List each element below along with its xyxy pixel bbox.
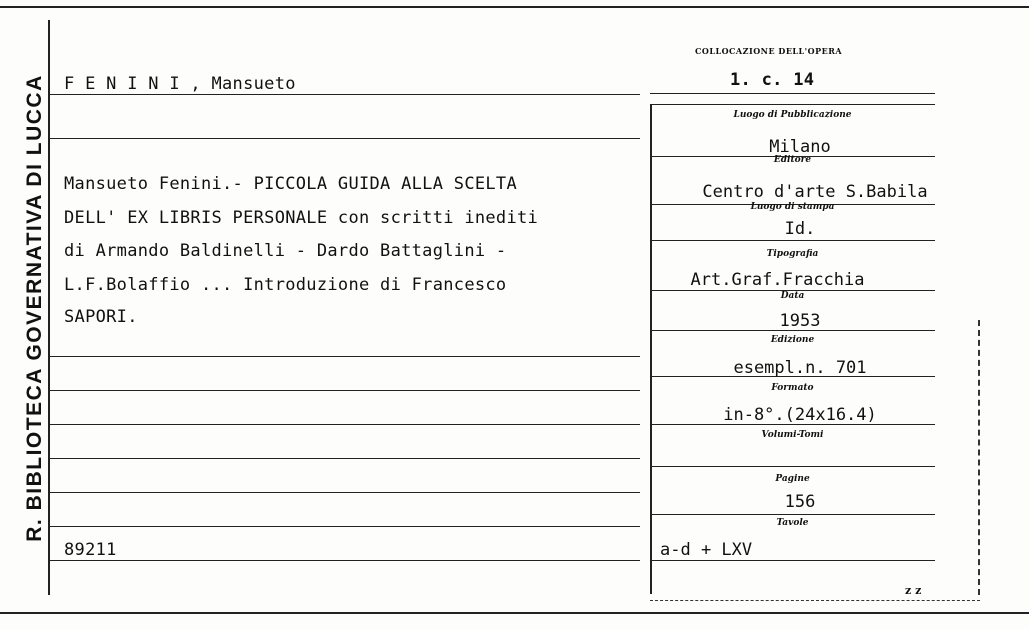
rule-line: [50, 560, 640, 561]
bottom-border: [0, 612, 1029, 614]
field-label: Volumi-Tomi: [761, 430, 824, 440]
rule-line: [50, 390, 640, 391]
inventory-number: 89211: [64, 540, 117, 560]
field-line: [650, 514, 935, 515]
author-heading: F E N I N I , Mansueto: [64, 74, 296, 94]
field-label: Pagine: [775, 474, 810, 484]
field-label: Tavole: [776, 518, 809, 528]
field-box-right-border: [978, 320, 980, 595]
field-label: Formato: [771, 383, 814, 393]
field-value: Id.: [784, 219, 816, 239]
field-label: Luogo di Pubblicazione: [733, 110, 852, 120]
title-line: Mansueto Fenini.- PICCOLA GUIDA ALLA SCELTA: [64, 174, 517, 194]
field-value: in-8°.(24x16.4): [723, 405, 877, 425]
title-line: di Armando Baldinelli - Dardo Battaglini -: [64, 241, 507, 261]
field-value: Centro d'arte S.Babila: [702, 182, 928, 202]
footer-line: [650, 600, 980, 601]
field-value: 156: [784, 492, 816, 512]
field-value: Milano: [769, 137, 831, 157]
collocation-label: COLLOCAZIONE DELL'OPERA: [695, 46, 843, 56]
rule-line: [50, 356, 640, 357]
field-line: [650, 466, 935, 467]
title-line: DELL' EX LIBRIS PERSONALE con scritti inediti: [64, 208, 539, 228]
field-value: 1953: [779, 311, 821, 331]
top-border: [0, 6, 1029, 8]
field-value: esempl.n. 701: [733, 358, 867, 378]
rule-line: [50, 458, 640, 459]
field-label: Edizione: [770, 335, 815, 345]
field-line: [650, 240, 935, 241]
rule-line: [50, 138, 640, 139]
field-box-top: [650, 104, 935, 105]
collocation-line: [650, 93, 935, 94]
field-label: Luogo di stampa: [750, 202, 835, 212]
rule-line: [50, 492, 640, 493]
field-line: [650, 560, 935, 561]
field-label: Editore: [773, 155, 812, 165]
footer-mark: z z: [905, 584, 922, 597]
rule-line: [50, 424, 640, 425]
collocation-value: 1. c. 14: [730, 70, 815, 90]
field-label: Tipografia: [766, 249, 819, 259]
field-value: Art.Graf.Fracchia: [690, 270, 865, 290]
rule-line: [50, 526, 640, 527]
institution-label: R. BIBLIOTECA GOVERNATIVA DI LUCCA: [23, 74, 46, 542]
title-line: SAPORI.: [64, 307, 138, 327]
title-line: L.F.Bolaffio ... Introduzione di Francesco: [64, 275, 507, 295]
field-label: Data: [780, 291, 805, 301]
author-line: [50, 94, 640, 95]
field-value: a-d + LXV: [660, 540, 753, 560]
